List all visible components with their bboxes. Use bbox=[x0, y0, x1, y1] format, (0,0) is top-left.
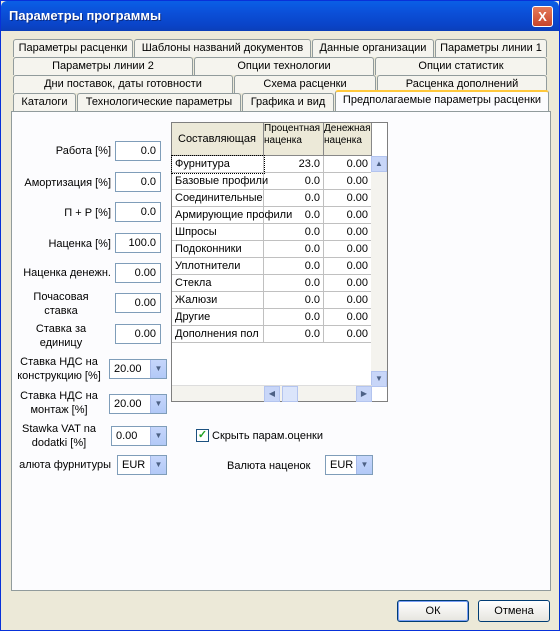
money-cell[interactable]: 0.00 bbox=[324, 326, 372, 343]
grid-header bbox=[172, 123, 372, 156]
percent-cell[interactable]: 0.0 bbox=[264, 207, 324, 224]
hide-params-checkbox[interactable]: ✓ bbox=[197, 429, 208, 441]
money-cell[interactable]: 0.00 bbox=[324, 292, 372, 309]
money-cell[interactable]: 0.00 bbox=[324, 173, 372, 190]
percent-cell[interactable]: 23.0 bbox=[264, 156, 324, 173]
table-row[interactable] bbox=[172, 190, 372, 207]
money-cell[interactable]: 0.00 bbox=[324, 241, 372, 258]
percent-cell[interactable]: 0.0 bbox=[264, 292, 324, 309]
money-cell[interactable]: 0.00 bbox=[324, 275, 372, 292]
table-row[interactable] bbox=[172, 224, 372, 241]
tab-shema-rascenki[interactable]: Схема расценки bbox=[234, 75, 376, 93]
table-row[interactable] bbox=[172, 326, 372, 343]
pr-label: П + Р [%] bbox=[64, 207, 111, 219]
markup-grid[interactable] bbox=[171, 122, 388, 402]
pr-field[interactable]: 0.0 bbox=[115, 202, 161, 222]
table-row[interactable] bbox=[172, 258, 372, 275]
stavka-ed-field[interactable]: 0.00 bbox=[115, 324, 161, 344]
valuta-nacenok-value: EUR bbox=[330, 459, 354, 471]
component-cell[interactable]: Уплотнители bbox=[172, 258, 264, 275]
cancel-button[interactable]: Отмена bbox=[478, 600, 550, 622]
tab-parametry-linii-1[interactable]: Параметры линии 1 bbox=[435, 39, 547, 57]
tab-opcii-tehnologii[interactable]: Опции технологии bbox=[194, 57, 374, 75]
scroll-left-icon[interactable]: ◀ bbox=[264, 386, 280, 402]
money-cell[interactable]: 0.00 bbox=[324, 258, 372, 275]
tab-tehnologicheskie-parametry[interactable]: Технологические параметры bbox=[77, 93, 241, 111]
table-row[interactable] bbox=[172, 207, 372, 224]
percent-cell[interactable]: 0.0 bbox=[264, 275, 324, 292]
component-cell[interactable]: Другие bbox=[172, 309, 264, 326]
title-bar[interactable] bbox=[1, 1, 559, 31]
valuta-furn-label: алюта фурнитуры bbox=[19, 459, 111, 471]
chevron-down-icon[interactable]: ▼ bbox=[150, 395, 166, 413]
ok-button[interactable]: ОК bbox=[397, 600, 469, 622]
horizontal-scrollbar[interactable] bbox=[172, 385, 372, 401]
vertical-scrollbar[interactable] bbox=[371, 156, 387, 387]
valuta-nacenok-label: Валюта наценок bbox=[227, 460, 311, 472]
money-cell[interactable]: 0.00 bbox=[324, 224, 372, 241]
table-row[interactable] bbox=[172, 156, 372, 173]
vat-dodatki-select[interactable] bbox=[111, 426, 167, 446]
amortizacia-label: Амортизация [%] bbox=[24, 177, 111, 189]
percent-cell[interactable]: 0.0 bbox=[264, 326, 324, 343]
valuta-furn-value: EUR bbox=[122, 459, 146, 471]
component-cell[interactable]: Стекла bbox=[172, 275, 264, 292]
nds-konstr-select[interactable] bbox=[109, 359, 167, 379]
component-cell[interactable]: Фурнитура bbox=[172, 156, 264, 173]
rabota-field[interactable]: 0.0 bbox=[115, 141, 161, 161]
scroll-down-icon[interactable]: ▼ bbox=[371, 371, 387, 387]
component-cell[interactable]: Соединительные bbox=[172, 190, 264, 207]
component-cell[interactable]: Подоконники bbox=[172, 241, 264, 258]
percent-cell[interactable]: 0.0 bbox=[264, 258, 324, 275]
component-cell[interactable]: Базовые профили bbox=[172, 173, 264, 190]
column-header[interactable]: Составляющая bbox=[172, 123, 264, 156]
tab-parametry-rascenki[interactable]: Параметры расценки bbox=[13, 39, 133, 57]
table-row[interactable] bbox=[172, 275, 372, 292]
percent-cell[interactable]: 0.0 bbox=[264, 173, 324, 190]
nacenka-label: Наценка [%] bbox=[48, 238, 111, 250]
nacenka-field[interactable]: 100.0 bbox=[115, 233, 161, 253]
tab-katalogi[interactable]: Каталоги bbox=[13, 93, 76, 111]
chevron-down-icon[interactable]: ▼ bbox=[150, 427, 166, 445]
vat-dodatki-value: 0.00 bbox=[116, 430, 138, 442]
tab-shablony[interactable]: Шаблоны названий документов bbox=[134, 39, 311, 57]
hide-params-label: Скрыть парам.оценки bbox=[212, 430, 323, 442]
tab-grafika-i-vid[interactable]: Графика и вид bbox=[242, 93, 334, 111]
money-cell[interactable]: 0.00 bbox=[324, 309, 372, 326]
tab-predpolagaemye-parametry[interactable]: Предполагаемые параметры расценки bbox=[335, 90, 549, 111]
nds-montazh-label: Ставка НДС на монтаж [%] bbox=[20, 390, 98, 416]
window-title: Параметры программы bbox=[9, 8, 162, 23]
rabota-label: Работа [%] bbox=[55, 145, 111, 157]
nds-montazh-value: 20.00 bbox=[114, 398, 142, 410]
tab-parametry-linii-2[interactable]: Параметры линии 2 bbox=[13, 57, 193, 75]
component-cell[interactable]: Жалюзи bbox=[172, 292, 264, 309]
tab-opcii-statistik[interactable]: Опции статистик bbox=[375, 57, 547, 75]
scroll-up-icon[interactable]: ▲ bbox=[371, 156, 387, 172]
money-cell[interactable]: 0.00 bbox=[324, 190, 372, 207]
component-cell[interactable]: Дополнения пол bbox=[172, 326, 264, 343]
nds-konstr-value: 20.00 bbox=[114, 363, 142, 375]
amortizacia-field[interactable]: 0.0 bbox=[115, 172, 161, 192]
percent-cell[interactable]: 0.0 bbox=[264, 241, 324, 258]
nds-konstr-label: Ставка НДС на конструкцию [%] bbox=[17, 356, 101, 382]
pochasovaya-label: Почасовая ставка bbox=[33, 291, 89, 317]
table-row[interactable] bbox=[172, 241, 372, 258]
pochasovaya-field[interactable]: 0.00 bbox=[115, 293, 161, 313]
chevron-down-icon[interactable]: ▼ bbox=[356, 456, 372, 474]
percent-cell[interactable]: 0.0 bbox=[264, 190, 324, 207]
chevron-down-icon[interactable]: ▼ bbox=[150, 456, 166, 474]
table-row[interactable] bbox=[172, 292, 372, 309]
nacenka-den-label: Наценка денежн. bbox=[23, 267, 111, 279]
column-header[interactable]: Денежная наценка bbox=[324, 123, 372, 156]
tab-rascenka-dopolneniy[interactable]: Расценка дополнений bbox=[377, 75, 547, 93]
chevron-down-icon[interactable]: ▼ bbox=[150, 360, 166, 378]
money-cell[interactable]: 0.00 bbox=[324, 207, 372, 224]
percent-cell[interactable]: 0.0 bbox=[264, 309, 324, 326]
component-cell[interactable]: Шпросы bbox=[172, 224, 264, 241]
vat-dodatki-label: Stawka VAT na dodatki [%] bbox=[22, 423, 96, 449]
valuta-furn-select[interactable] bbox=[117, 455, 167, 475]
tab-dannye-organizacii[interactable]: Данные организации bbox=[312, 39, 434, 57]
scroll-right-icon[interactable]: ▶ bbox=[356, 386, 372, 402]
valuta-nacenok-select[interactable] bbox=[325, 455, 373, 475]
close-button[interactable]: X bbox=[532, 6, 553, 27]
nds-montazh-select[interactable] bbox=[109, 394, 167, 414]
table-row[interactable] bbox=[172, 173, 372, 190]
column-header[interactable]: Процентная наценка bbox=[264, 123, 324, 156]
table-row[interactable] bbox=[172, 309, 372, 326]
component-cell[interactable]: Армирующие профили bbox=[172, 207, 264, 224]
nacenka-den-field[interactable]: 0.00 bbox=[115, 263, 161, 283]
tab-dni-postavok[interactable]: Дни поставок, даты готовности bbox=[13, 75, 233, 93]
scroll-thumb[interactable] bbox=[282, 386, 298, 402]
stavka-ed-label: Ставка за единицу bbox=[35, 323, 87, 349]
money-cell[interactable]: 0.00 bbox=[324, 156, 372, 173]
percent-cell[interactable]: 0.0 bbox=[264, 224, 324, 241]
